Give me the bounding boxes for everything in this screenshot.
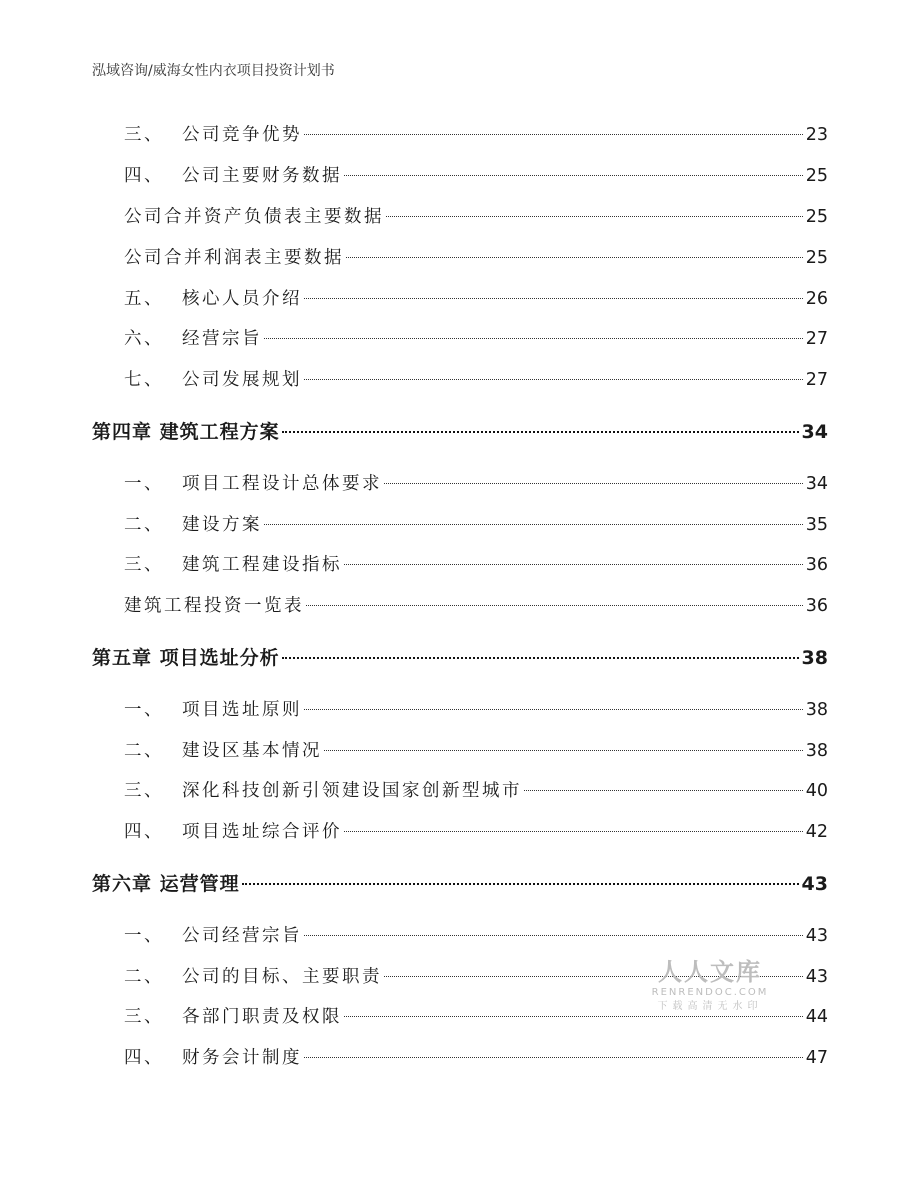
toc-entry-number: 三、 [124, 125, 164, 145]
toc-entry-label: 第五章 项目选址分析 [92, 647, 280, 669]
dot-leader [304, 298, 803, 299]
dot-leader [344, 564, 803, 565]
toc-entry[interactable] [124, 123, 828, 147]
dot-leader [384, 483, 803, 484]
toc-entry-label: 建设区基本情况 [182, 741, 322, 761]
toc-entry[interactable] [124, 553, 828, 577]
toc-entry-label: 公司竞争优势 [182, 125, 302, 145]
toc-entry-label: 项目工程设计总体要求 [182, 474, 382, 494]
toc-page-number: 43 [805, 967, 828, 987]
toc-entry-number: 六、 [124, 329, 164, 349]
toc-entry[interactable] [124, 739, 828, 763]
toc-entry[interactable] [124, 779, 828, 803]
toc-chapter-entry[interactable] [92, 420, 828, 444]
dot-leader [304, 379, 803, 380]
toc-entry[interactable] [124, 246, 828, 270]
toc-page-number: 27 [805, 329, 828, 349]
toc-entry-label: 公司合并资产负债表主要数据 [124, 207, 384, 227]
toc-page-number: 25 [805, 248, 828, 268]
toc-entry-number: 四、 [124, 1048, 164, 1068]
toc-page-number: 44 [805, 1007, 828, 1027]
toc-page-number: 47 [805, 1048, 828, 1068]
dot-leader [264, 338, 803, 339]
dot-leader [304, 1057, 803, 1058]
toc-chapter-entry[interactable] [92, 872, 828, 896]
dot-leader [304, 134, 803, 135]
toc-entry-label: 公司主要财务数据 [182, 166, 342, 186]
toc-entry[interactable] [124, 594, 828, 618]
toc-entry-number: 一、 [124, 474, 164, 494]
toc-entry-label: 核心人员介绍 [182, 289, 302, 309]
toc-page-number: 43 [801, 873, 828, 895]
toc-page-number: 38 [805, 741, 828, 761]
toc-entry[interactable] [124, 513, 828, 537]
toc-page-number: 38 [801, 647, 828, 669]
toc-entry-number: 七、 [124, 370, 164, 390]
toc-entry-number: 三、 [124, 781, 164, 801]
toc-entry[interactable] [124, 472, 828, 496]
toc-entry-label: 深化科技创新引领建设国家创新型城市 [182, 781, 522, 801]
toc-page-number: 36 [805, 555, 828, 575]
toc-entry[interactable] [124, 924, 828, 948]
toc-page-number: 25 [805, 207, 828, 227]
toc-entry-number: 五、 [124, 289, 164, 309]
toc-entry-number: 二、 [124, 515, 164, 535]
toc-entry-label: 第六章 运营管理 [92, 873, 240, 895]
dot-leader [242, 883, 799, 885]
toc-page-number: 23 [805, 125, 828, 145]
toc-page-number: 26 [805, 289, 828, 309]
toc-entry[interactable] [124, 368, 828, 392]
toc-entry-number: 四、 [124, 822, 164, 842]
toc-entry-label: 公司的目标、主要职责 [182, 967, 382, 987]
toc-page-number: 34 [805, 474, 828, 494]
toc-entry-label: 公司发展规划 [182, 370, 302, 390]
dot-leader [346, 257, 803, 258]
toc-chapter-entry[interactable] [92, 646, 828, 670]
toc-page-number: 35 [805, 515, 828, 535]
toc-entry-label: 公司经营宗旨 [182, 926, 302, 946]
dot-leader [344, 175, 803, 176]
toc-entry-label: 公司合并利润表主要数据 [124, 248, 344, 268]
watermark-subtitle: 下载高清无水印 [657, 1001, 763, 1012]
toc-page-number: 43 [805, 926, 828, 946]
toc-page-number: 27 [805, 370, 828, 390]
dot-leader [524, 790, 803, 791]
toc-entry[interactable] [124, 164, 828, 188]
toc-entry-number: 四、 [124, 166, 164, 186]
watermark-title: 人人文库 [658, 957, 762, 986]
toc-entry[interactable] [124, 698, 828, 722]
toc-entry-number: 一、 [124, 700, 164, 720]
toc-page-number: 42 [805, 822, 828, 842]
toc-entry-number: 二、 [124, 741, 164, 761]
toc-page-number: 38 [805, 700, 828, 720]
toc-entry-number: 三、 [124, 1007, 164, 1027]
toc-entry[interactable] [124, 820, 828, 844]
toc-entry-label: 经营宗旨 [182, 329, 262, 349]
dot-leader [304, 935, 803, 936]
dot-leader [344, 831, 803, 832]
dot-leader [344, 1016, 803, 1017]
watermark-url: RENRENDOC.COM [651, 987, 769, 998]
toc-entry[interactable] [124, 287, 828, 311]
toc-entry-label: 各部门职责及权限 [182, 1007, 342, 1027]
toc-entry-label: 项目选址原则 [182, 700, 302, 720]
toc-page-number: 40 [805, 781, 828, 801]
toc-entry[interactable] [124, 205, 828, 229]
toc-entry[interactable] [124, 1046, 828, 1070]
toc-entry-number: 一、 [124, 926, 164, 946]
toc-entry-label: 第四章 建筑工程方案 [92, 421, 280, 443]
toc-entry-number: 三、 [124, 555, 164, 575]
dot-leader [386, 216, 803, 217]
toc-entry-label: 建筑工程建设指标 [182, 555, 342, 575]
dot-leader [324, 750, 803, 751]
toc-page-number: 25 [805, 166, 828, 186]
dot-leader [282, 657, 799, 659]
watermark [648, 958, 772, 1014]
dot-leader [304, 709, 803, 710]
page-header: 泓域咨询/威海女性内衣项目投资计划书 [92, 63, 335, 79]
toc-entry-label: 财务会计制度 [182, 1048, 302, 1068]
toc-entry-label: 建设方案 [182, 515, 262, 535]
dot-leader [282, 431, 799, 433]
toc-entry-label: 项目选址综合评价 [182, 822, 342, 842]
toc-page-number: 34 [801, 421, 828, 443]
dot-leader [264, 524, 803, 525]
toc-entry-label: 建筑工程投资一览表 [124, 596, 304, 616]
toc-entry[interactable] [124, 327, 828, 351]
dot-leader [306, 605, 803, 606]
toc-entry-number: 二、 [124, 967, 164, 987]
toc-page-number: 36 [805, 596, 828, 616]
